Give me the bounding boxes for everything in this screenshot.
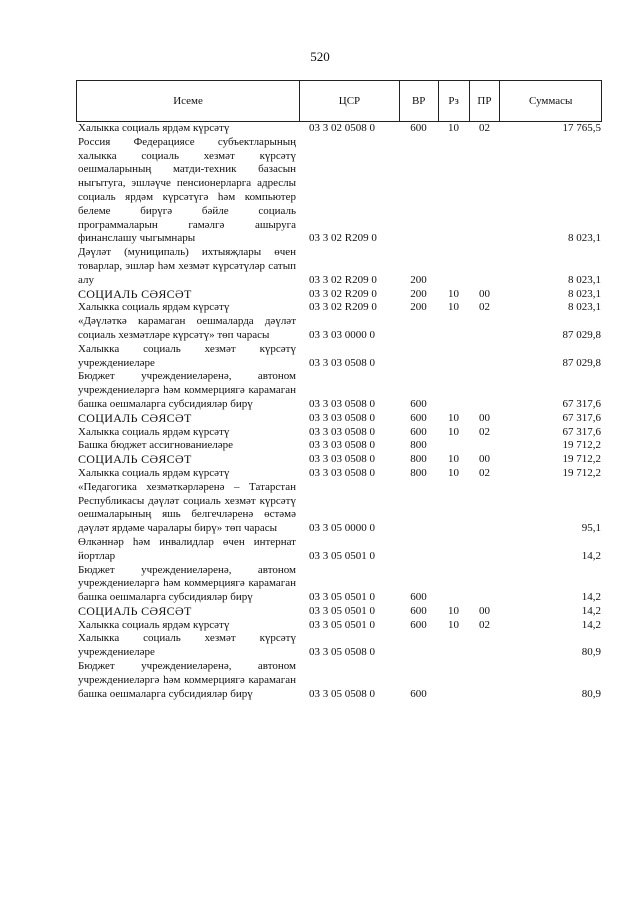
header-vr: ВР bbox=[399, 81, 438, 121]
cell-csr: 03 3 03 0000 0 bbox=[309, 328, 375, 341]
table-row bbox=[76, 536, 602, 564]
header-csr: ЦСР bbox=[299, 81, 399, 121]
table-row bbox=[76, 315, 602, 343]
cell-vr: 800 bbox=[410, 453, 427, 466]
cell-sum: 8 023,1 bbox=[568, 273, 601, 286]
cell-vr: 600 bbox=[410, 425, 427, 438]
cell-sum: 17 765,5 bbox=[562, 122, 601, 134]
cell-name: Россия Федерациясе субъектларының халыкка социаль хезмәт күрсәтү оешмаларының матди-техник базасын ныгытуга, эшләүче пенсионерларга адреслы социаль ярдәм күрсәтүгә һәм компьютер белеме бирүгә бәйле социаль программаларын гамәлгә ашыруга финанслашу чыгымнары bbox=[78, 135, 296, 245]
cell-rz: 10 bbox=[448, 604, 459, 617]
cell-vr: 200 bbox=[410, 301, 427, 314]
cell-csr: 03 3 03 0508 0 bbox=[309, 453, 375, 466]
cell-sum: 19 712,2 bbox=[562, 439, 601, 452]
table-row bbox=[76, 453, 602, 467]
table-row bbox=[76, 467, 602, 481]
cell-vr: 600 bbox=[410, 397, 427, 410]
cell-name: «Педагогика хезмәткәрләренә – Татарстан Республикасы дәүләт социаль хезмәт күрсәтү оешмаларының яшь белгечләренә өстәмә дәүләт ярдәме чаралары бирү» төп чарасы bbox=[78, 480, 296, 535]
cell-csr: 03 3 02 0508 0 bbox=[309, 122, 375, 134]
cell-rz: 10 bbox=[448, 425, 459, 438]
cell-vr: 200 bbox=[410, 287, 427, 300]
cell-name: СОЦИАЛЬ СӘЯСӘТ bbox=[78, 410, 192, 425]
table-row bbox=[76, 426, 602, 440]
cell-csr: 03 3 05 0000 0 bbox=[309, 522, 375, 535]
table-row bbox=[76, 122, 602, 136]
table-row bbox=[76, 301, 602, 315]
table-row bbox=[76, 288, 602, 302]
table-row bbox=[76, 619, 602, 633]
cell-name: СОЦИАЛЬ СӘЯСӘТ bbox=[78, 603, 192, 618]
cell-csr: 03 3 05 0508 0 bbox=[309, 646, 375, 659]
table-row bbox=[76, 605, 602, 619]
cell-sum: 80,9 bbox=[581, 646, 601, 659]
cell-name: Өлкәннәр һәм инвалидлар өчен интернат йортлар bbox=[78, 535, 296, 562]
table-row bbox=[76, 246, 602, 287]
cell-vr: 800 bbox=[410, 466, 427, 479]
cell-rz: 10 bbox=[448, 466, 459, 479]
cell-csr: 03 3 02 R209 0 bbox=[309, 287, 377, 300]
table-row bbox=[76, 343, 602, 371]
cell-name: Халыкка социаль ярдәм күрсәтү bbox=[78, 301, 230, 314]
cell-name: Халыкка социаль ярдәм күрсәтү bbox=[78, 122, 230, 134]
page-number: 520 bbox=[310, 49, 330, 64]
cell-rz: 10 bbox=[448, 453, 459, 466]
cell-vr: 200 bbox=[410, 273, 427, 286]
table-row bbox=[76, 370, 602, 411]
table-header bbox=[76, 80, 602, 122]
table-row bbox=[76, 632, 602, 660]
cell-sum: 14,2 bbox=[581, 591, 601, 604]
cell-csr: 03 3 05 0501 0 bbox=[309, 591, 375, 604]
cell-csr: 03 3 02 R209 0 bbox=[309, 273, 377, 286]
header-rz: Рз bbox=[438, 81, 469, 121]
cell-csr: 03 3 05 0501 0 bbox=[309, 549, 375, 562]
cell-vr: 600 bbox=[410, 411, 427, 424]
cell-vr: 600 bbox=[410, 687, 427, 700]
cell-pr: 00 bbox=[479, 287, 490, 300]
table-row bbox=[76, 660, 602, 701]
table-row bbox=[76, 439, 602, 453]
cell-sum: 14,2 bbox=[581, 618, 601, 631]
cell-name: Халыкка социаль ярдәм күрсәтү bbox=[78, 466, 230, 479]
cell-vr: 600 bbox=[410, 591, 427, 604]
cell-vr: 600 bbox=[410, 618, 427, 631]
cell-name: Бюджет учреждениеләренә, автоном учреждениеләргә һәм коммерциягә карамаган башка оешмаларга субсидияләр бирү bbox=[78, 563, 296, 604]
cell-name: Бюджет учреждениеләренә, автоном учреждениеләргә һәм коммерциягә карамаган башка оешмаларга субсидияләр бирү bbox=[78, 370, 296, 410]
cell-csr: 03 3 05 0501 0 bbox=[309, 618, 375, 631]
cell-sum: 80,9 bbox=[581, 687, 601, 700]
cell-sum: 19 712,2 bbox=[562, 453, 601, 466]
cell-pr: 02 bbox=[479, 618, 490, 631]
cell-name: Дәүләт (муниципаль) ихтыяҗлары өчен товарлар, эшләр һәм хезмәт күрсәтүләр сатып алу bbox=[78, 246, 296, 286]
cell-name: Халыкка социаль ярдәм күрсәтү bbox=[78, 425, 230, 438]
cell-sum: 67 317,6 bbox=[562, 397, 601, 410]
cell-name: СОЦИАЛЬ СӘЯСӘТ bbox=[78, 286, 192, 301]
cell-csr: 03 3 03 0508 0 bbox=[309, 411, 375, 424]
cell-sum: 14,2 bbox=[581, 604, 601, 617]
header-pr: ПР bbox=[469, 81, 500, 121]
cell-name: Халыкка социаль ярдәм күрсәтү bbox=[78, 618, 230, 631]
table-row bbox=[76, 136, 602, 246]
cell-name: Халыкка социаль хезмәт күрсәтү учреждениеләре bbox=[78, 342, 296, 369]
header-name: Исеме bbox=[173, 95, 203, 107]
table-body bbox=[76, 122, 602, 701]
cell-vr: 600 bbox=[410, 604, 427, 617]
cell-sum: 95,1 bbox=[581, 522, 601, 535]
table-row bbox=[76, 481, 602, 536]
cell-sum: 67 317,6 bbox=[562, 425, 601, 438]
cell-name: СОЦИАЛЬ СӘЯСӘТ bbox=[78, 452, 192, 467]
cell-csr: 03 3 03 0508 0 bbox=[309, 397, 375, 410]
cell-name: Халыкка социаль хезмәт күрсәтү учреждениеләре bbox=[78, 632, 296, 659]
cell-pr: 02 bbox=[479, 425, 490, 438]
cell-sum: 67 317,6 bbox=[562, 411, 601, 424]
cell-csr: 03 3 03 0508 0 bbox=[309, 356, 375, 369]
cell-rz: 10 bbox=[448, 618, 459, 631]
budget-table bbox=[76, 80, 602, 701]
table-row bbox=[76, 412, 602, 426]
cell-csr: 03 3 05 0508 0 bbox=[309, 687, 375, 700]
cell-pr: 00 bbox=[479, 411, 490, 424]
cell-name: «Дәүләткә карамаган оешмаларда дәүләт социаль хезмәтләре күрсәтү» төп чарасы bbox=[78, 315, 296, 341]
cell-pr: 00 bbox=[479, 604, 490, 617]
cell-sum: 19 712,2 bbox=[562, 466, 601, 479]
cell-csr: 03 3 03 0508 0 bbox=[309, 466, 375, 479]
cell-rz: 10 bbox=[448, 411, 459, 424]
cell-vr: 800 bbox=[410, 439, 427, 452]
cell-csr: 03 3 03 0508 0 bbox=[309, 425, 375, 438]
cell-pr: 02 bbox=[479, 466, 490, 479]
cell-rz: 10 bbox=[448, 301, 459, 314]
cell-pr: 02 bbox=[479, 301, 490, 314]
cell-sum: 14,2 bbox=[581, 549, 601, 562]
header-sum: Суммасы bbox=[499, 81, 601, 121]
cell-csr: 03 3 02 R209 0 bbox=[309, 301, 377, 314]
cell-rz: 10 bbox=[448, 122, 459, 134]
table-row bbox=[76, 564, 602, 605]
cell-sum: 87 029,8 bbox=[562, 328, 601, 341]
cell-name: Башка бюджет ассигнованиеләре bbox=[78, 439, 233, 452]
cell-name: Бюджет учреждениеләренә, автоном учреждениеләргә һәм коммерциягә карамаган башка оешмаларга субсидияләр бирү bbox=[78, 660, 296, 700]
cell-pr: 02 bbox=[479, 122, 490, 134]
cell-sum: 8 023,1 bbox=[568, 287, 601, 300]
cell-vr: 600 bbox=[410, 122, 427, 134]
cell-sum: 87 029,8 bbox=[562, 356, 601, 369]
cell-rz: 10 bbox=[448, 287, 459, 300]
cell-csr: 03 3 02 R209 0 bbox=[309, 232, 377, 245]
cell-sum: 8 023,1 bbox=[568, 301, 601, 314]
cell-csr: 03 3 05 0501 0 bbox=[309, 604, 375, 617]
cell-csr: 03 3 03 0508 0 bbox=[309, 439, 375, 452]
cell-pr: 00 bbox=[479, 453, 490, 466]
cell-sum: 8 023,1 bbox=[568, 232, 601, 245]
